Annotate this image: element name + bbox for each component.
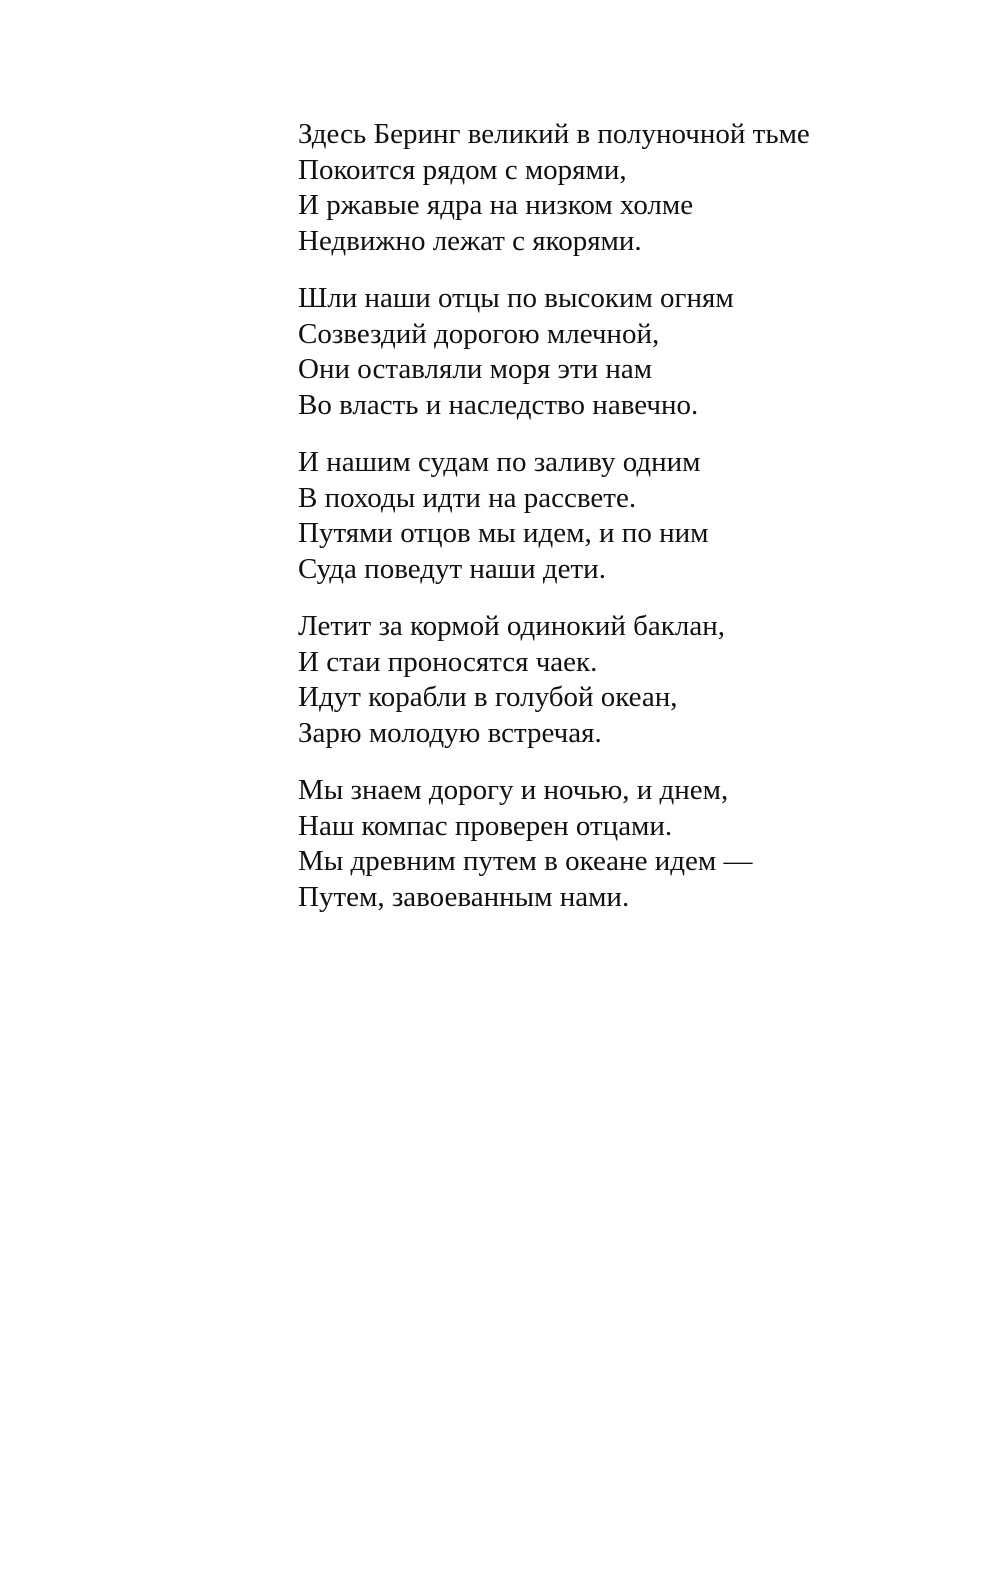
poem-line: Суда поведут наши дети. xyxy=(298,552,606,585)
stanza-3 xyxy=(298,445,918,587)
poem-line: Путем, завоеванным нами. xyxy=(298,880,630,913)
poem-line: Путями отцов мы идем, и по ним xyxy=(298,517,709,549)
poem-line: Мы древним путем в океане идем — xyxy=(298,845,753,877)
poem-text xyxy=(298,117,918,937)
poem-line: Здесь Беринг великий в полуночной тьме xyxy=(298,118,810,150)
poem-line: Летит за кормой одинокий баклан, xyxy=(298,610,725,642)
poem-line: Наш компас проверен отцами. xyxy=(298,809,673,842)
poem-line: И ржавые ядра на низком холме xyxy=(298,189,694,221)
poem-line: Созвездий дорогою млечной, xyxy=(298,317,660,350)
poem-line: Во власть и наследство навечно. xyxy=(298,388,699,421)
stanza-5 xyxy=(298,773,918,915)
poem-line: Шли наши отцы по высоким огням xyxy=(298,282,734,314)
poem-line: И стаи проносятся чаек. xyxy=(298,645,598,678)
poem-line: Недвижно лежат с якорями. xyxy=(298,224,642,257)
poem-line: Зарю молодую встречая. xyxy=(298,716,602,749)
poem-line: Они оставляли моря эти нам xyxy=(298,353,653,385)
poem-line: Идут корабли в голубой океан, xyxy=(298,681,678,713)
poem-line: Покоится рядом с морями, xyxy=(298,153,627,186)
poem-line: И нашим судам по заливу одним xyxy=(298,446,701,478)
stanza-4 xyxy=(298,609,918,751)
poem-line: В походы идти на рассвете. xyxy=(298,481,637,514)
stanza-2 xyxy=(298,281,918,423)
stanza-1 xyxy=(298,117,918,259)
poem-line: Мы знаем дорогу и ночью, и днем, xyxy=(298,774,729,806)
